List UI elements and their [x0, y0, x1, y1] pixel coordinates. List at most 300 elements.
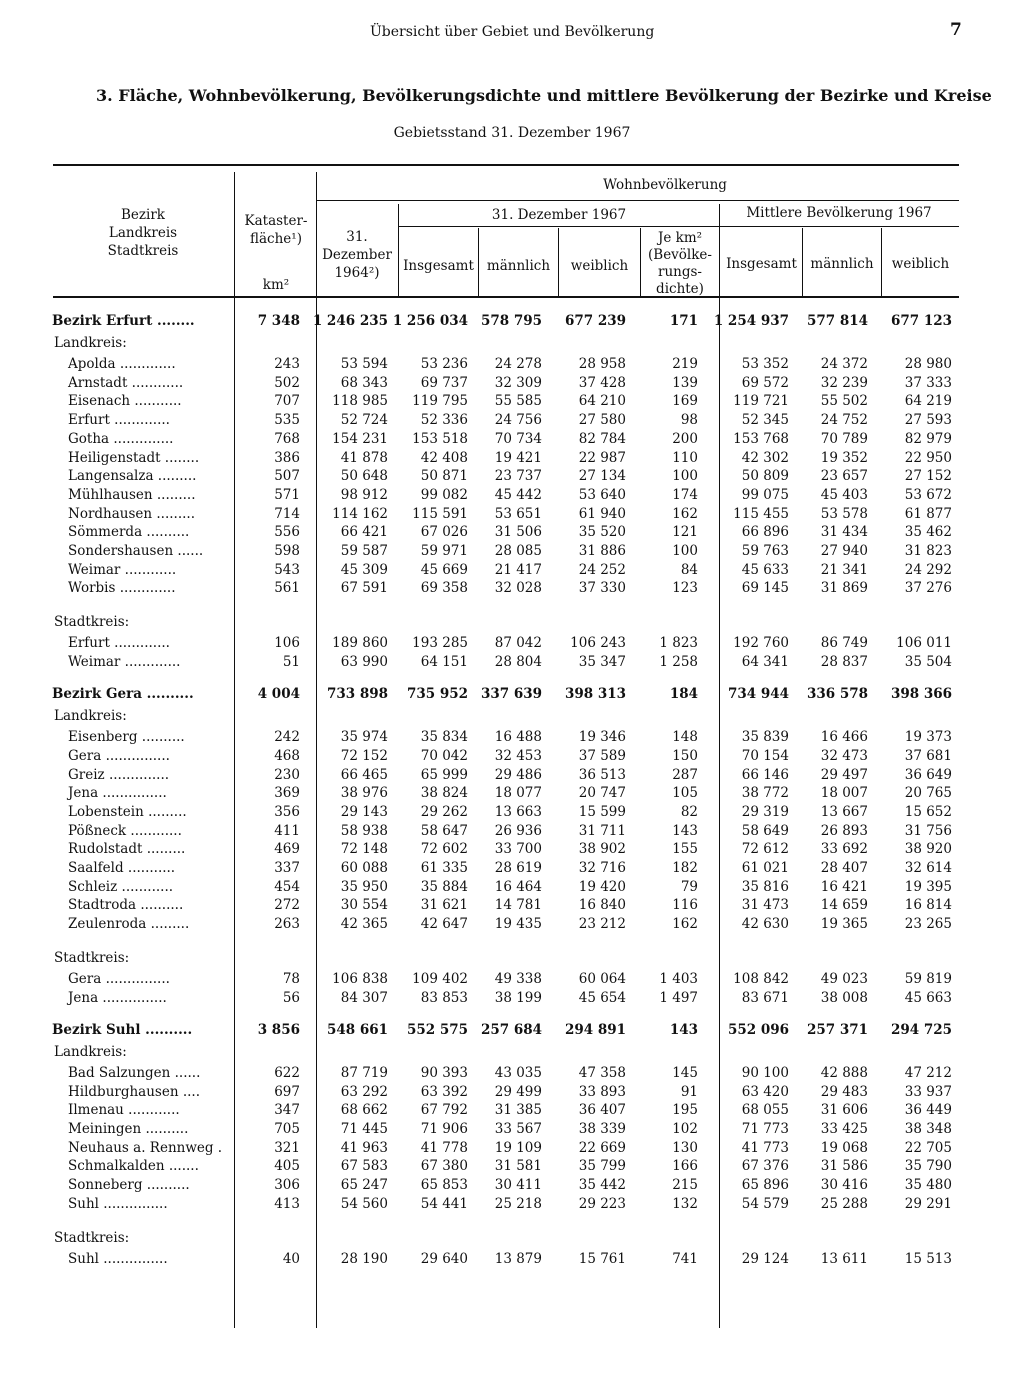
table-cell: 18 007	[820, 785, 868, 802]
header-m-weiblich: weiblich	[891, 256, 950, 272]
table-cell: 162	[672, 505, 698, 522]
table-cell: 31 621	[420, 897, 468, 914]
table-cell: 27 152	[904, 468, 952, 485]
row-label: Suhl ...............	[68, 1195, 168, 1212]
table-cell: 31 756	[904, 822, 952, 839]
table-cell: 411	[274, 822, 300, 839]
table-cell: 52 336	[420, 412, 468, 429]
table-cell: 59 819	[904, 971, 952, 988]
table-cell: 7 348	[257, 313, 300, 329]
row-label: Jena ...............	[68, 989, 167, 1006]
row-label: Langensalza .........	[68, 468, 197, 485]
row-label: Sömmerda ..........	[68, 524, 190, 541]
table-cell: 78	[282, 971, 300, 988]
table-cell: 33 692	[820, 841, 868, 858]
table-cell: 24 278	[494, 356, 542, 372]
table-cell: 31 385	[494, 1102, 542, 1119]
section-label: Landkreis:	[54, 335, 127, 351]
table-cell: 35 816	[741, 878, 789, 895]
table-cell: 49 023	[820, 971, 868, 988]
table-cell: 182	[672, 860, 698, 876]
table-cell: 257 371	[806, 1021, 868, 1038]
col-divider-3	[398, 204, 399, 296]
table-cell: 42 408	[420, 449, 468, 466]
table-cell: 66 146	[741, 766, 789, 783]
row-label: Heiligenstadt ........	[68, 449, 200, 466]
table-cell: 31 869	[820, 580, 868, 597]
section-label: Stadtkreis:	[54, 950, 130, 967]
table-cell: 548 661	[326, 1021, 388, 1038]
table-cell: 15 652	[904, 803, 952, 820]
table-cell: 28 619	[494, 860, 542, 876]
table-cell: 109 402	[412, 971, 468, 988]
table-cell: 106	[274, 635, 300, 652]
table-cell: 174	[672, 486, 698, 503]
table-cell: 578 795	[480, 313, 542, 329]
table-cell: 37 589	[578, 747, 626, 764]
table-cell: 52 724	[340, 412, 388, 429]
table-cell: 31 886	[578, 543, 626, 559]
table-cell: 63 990	[340, 654, 388, 671]
table-cell: 398 313	[564, 686, 626, 703]
table-cell: 38 976	[340, 785, 388, 802]
table-cell: 106 011	[896, 635, 952, 652]
table-cell: 67 380	[420, 1158, 468, 1175]
table-cell: 143	[669, 1021, 698, 1038]
table-cell: 31 473	[741, 897, 789, 914]
table-cell: 91	[680, 1083, 698, 1100]
row-label: Schmalkalden .......	[68, 1158, 199, 1175]
row-label: Schleiz ............	[68, 878, 174, 895]
table-cell: 598	[274, 543, 300, 559]
table-cell: 79	[680, 878, 698, 895]
table-cell: 507	[274, 468, 300, 485]
table-cell: 68 662	[340, 1102, 388, 1119]
header-insgesamt: Insgesamt	[403, 258, 474, 274]
table-cell: 24 252	[578, 561, 626, 578]
table-cell: 347	[274, 1102, 300, 1119]
table-cell: 38 824	[420, 785, 468, 802]
table-cell: 38 902	[578, 841, 626, 858]
table-cell: 118 985	[332, 393, 388, 410]
table-cell: 70 789	[820, 430, 868, 447]
table-cell: 27 940	[820, 543, 868, 559]
table-cell: 166	[672, 1158, 698, 1175]
table-cell: 3 856	[257, 1021, 300, 1038]
table-cell: 189 860	[332, 635, 388, 652]
table-cell: 28 190	[340, 1250, 388, 1267]
table-cell: 502	[274, 374, 300, 391]
table-cell: 27 580	[578, 412, 626, 429]
table-cell: 30 411	[494, 1177, 542, 1193]
table-cell: 705	[274, 1120, 300, 1137]
table-cell: 19 395	[904, 878, 952, 895]
table-cell: 386	[274, 449, 300, 466]
table-cell: 64 219	[904, 393, 952, 410]
header-mittlere: Mittlere Bevölkerung 1967	[746, 205, 932, 221]
header-m-insgesamt: Insgesamt	[726, 256, 797, 272]
row-label: Gera ...............	[68, 971, 170, 988]
table-cell: 29 497	[820, 766, 868, 783]
table-cell: 50 871	[420, 468, 468, 485]
table-cell: 84 307	[340, 989, 388, 1006]
table-cell: 25 288	[820, 1195, 868, 1212]
table-cell: 469	[274, 841, 300, 858]
table-cell: 42 630	[741, 916, 789, 933]
table-cell: 337	[274, 860, 300, 876]
table-cell: 66 421	[340, 524, 388, 541]
table-cell: 468	[274, 747, 300, 764]
table-cell: 98 912	[340, 486, 388, 503]
table-cell: 69 358	[420, 580, 468, 597]
table-cell: 19 373	[904, 729, 952, 746]
table-cell: 35 480	[904, 1177, 952, 1193]
table-cell: 64 341	[741, 654, 789, 671]
table-cell: 734 944	[727, 686, 789, 703]
row-label: Eisenberg ..........	[68, 729, 185, 746]
table-cell: 35 884	[420, 878, 468, 895]
header-area-unit: km²	[262, 277, 290, 293]
header-wohnbevoelkerung: Wohnbevölkerung	[603, 177, 727, 193]
table-cell: 61 940	[578, 505, 626, 522]
table-cell: 82	[680, 803, 698, 820]
table-cell: 33 893	[578, 1083, 626, 1100]
table-cell: 556	[274, 524, 300, 541]
table-cell: 70 154	[741, 747, 789, 764]
table-cell: 22 950	[904, 449, 952, 466]
table-cell: 35 347	[578, 654, 626, 671]
table-cell: 26 893	[820, 822, 868, 839]
table-cell: 21 417	[494, 561, 542, 578]
table-cell: 14 781	[494, 897, 542, 914]
table-cell: 272	[274, 897, 300, 914]
table-cell: 31 434	[820, 524, 868, 541]
table-cell: 31 711	[578, 822, 626, 839]
table-cell: 16 814	[904, 897, 952, 914]
table-cell: 369	[274, 785, 300, 802]
table-cell: 243	[274, 356, 300, 372]
table-cell: 35 790	[904, 1158, 952, 1175]
running-head: Übersicht über Gebiet und Bevölkerung	[370, 24, 655, 40]
table-cell: 16 488	[494, 729, 542, 746]
table-cell: 63 392	[420, 1083, 468, 1100]
table-cell: 145	[672, 1064, 698, 1081]
table-cell: 72 612	[741, 841, 789, 858]
table-cell: 19 435	[494, 916, 542, 933]
table-cell: 38 772	[741, 785, 789, 802]
table-cell: 13 879	[494, 1250, 542, 1267]
table-cell: 102	[672, 1120, 698, 1137]
table-cell: 336 578	[806, 686, 868, 703]
row-label: Bad Salzungen ......	[68, 1064, 201, 1081]
table-cell: 47 358	[578, 1064, 626, 1081]
table-cell: 192 760	[733, 635, 789, 652]
table-cell: 51	[282, 654, 300, 671]
row-label: Sondershausen ......	[68, 543, 204, 559]
table-cell: 70 042	[420, 747, 468, 764]
table-cell: 119 795	[412, 393, 468, 410]
table-cell: 38 008	[820, 989, 868, 1006]
table-cell: 23 737	[494, 468, 542, 485]
table-cell: 66 465	[340, 766, 388, 783]
table-cell: 58 649	[741, 822, 789, 839]
table-cell: 26 936	[494, 822, 542, 839]
table-cell: 45 669	[420, 561, 468, 578]
table-cell: 72 602	[420, 841, 468, 858]
table-cell: 257 684	[480, 1021, 542, 1038]
table-cell: 82 784	[578, 430, 626, 447]
table-cell: 20 765	[904, 785, 952, 802]
table-cell: 162	[672, 916, 698, 933]
table-cell: 106 243	[570, 635, 626, 652]
table-cell: 32 028	[494, 580, 542, 597]
row-label: Erfurt .............	[68, 412, 170, 429]
table-cell: 154 231	[332, 430, 388, 447]
table-cell: 115 591	[412, 505, 468, 522]
table-cell: 68 343	[340, 374, 388, 391]
table-cell: 552 096	[727, 1021, 789, 1038]
table-cell: 29 143	[340, 803, 388, 820]
row-label: Arnstadt ............	[68, 374, 184, 391]
table-cell: 242	[274, 729, 300, 746]
table-cell: 69 737	[420, 374, 468, 391]
table-cell: 622	[274, 1064, 300, 1081]
table-cell: 215	[672, 1177, 698, 1193]
table-cell: 29 319	[741, 803, 789, 820]
table-cell: 306	[274, 1177, 300, 1193]
table-cell: 45 403	[820, 486, 868, 503]
table-cell: 65 896	[741, 1177, 789, 1193]
table-cell: 69 572	[741, 374, 789, 391]
table-cell: 61 021	[741, 860, 789, 876]
table-cell: 29 499	[494, 1083, 542, 1100]
table-cell: 184	[669, 686, 698, 703]
table-cell: 1 497	[659, 989, 698, 1006]
table-cell: 71 773	[741, 1120, 789, 1137]
table-cell: 29 483	[820, 1083, 868, 1100]
table-cell: 677 239	[564, 313, 626, 329]
table-cell: 30 416	[820, 1177, 868, 1193]
table-cell: 121	[672, 524, 698, 541]
table-cell: 32 453	[494, 747, 542, 764]
table-cell: 90 100	[741, 1064, 789, 1081]
table-cell: 67 583	[340, 1158, 388, 1175]
table-cell: 193 285	[412, 635, 468, 652]
table-cell: 108 842	[733, 971, 789, 988]
table-cell: 33 700	[494, 841, 542, 858]
table-cell: 28 958	[578, 356, 626, 372]
header-1967: 31. Dezember 1967	[491, 207, 627, 223]
table-cell: 171	[669, 313, 698, 329]
table-cell: 50 809	[741, 468, 789, 485]
table-cell: 115 455	[733, 505, 789, 522]
table-cell: 535	[274, 412, 300, 429]
table-cell: 71 445	[340, 1120, 388, 1137]
table-cell: 63 420	[741, 1083, 789, 1100]
subgroup-rule	[398, 226, 959, 227]
row-label: Stadtroda ..........	[68, 897, 184, 914]
table-cell: 13 667	[820, 803, 868, 820]
row-label: Gera ...............	[68, 747, 170, 764]
table-cell: 33 937	[904, 1083, 952, 1100]
table-cell: 714	[274, 505, 300, 522]
table-cell: 35 504	[904, 654, 952, 671]
table-cell: 294 725	[890, 1021, 952, 1038]
table-cell: 41 963	[340, 1139, 388, 1156]
table-cell: 83 671	[741, 989, 789, 1006]
table-cell: 35 442	[578, 1177, 626, 1193]
table-cell: 22 705	[904, 1139, 952, 1156]
table-cell: 83 853	[420, 989, 468, 1006]
table-cell: 287	[672, 766, 698, 783]
table-title: 3. Fläche, Wohnbevölkerung, Bevölkerungsdichte und mittlere Bevölkerung der Bezirke und Kreise	[96, 86, 992, 105]
table-cell: 42 888	[820, 1064, 868, 1081]
table-cell: 20 747	[578, 785, 626, 802]
row-label: Jena ...............	[68, 785, 167, 802]
table-cell: 155	[672, 841, 698, 858]
table-cell: 37 276	[904, 580, 952, 597]
table-cell: 19 421	[494, 449, 542, 466]
row-label: Bezirk Suhl ..........	[52, 1021, 193, 1038]
table-cell: 27 134	[578, 468, 626, 485]
table-cell: 72 148	[340, 841, 388, 858]
table-cell: 64 151	[420, 654, 468, 671]
table-cell: 1 823	[659, 635, 698, 652]
row-label: Zeulenroda .........	[68, 916, 190, 933]
table-cell: 70 734	[494, 430, 542, 447]
table-cell: 677 123	[890, 313, 952, 329]
table-cell: 130	[672, 1139, 698, 1156]
table-cell: 61 335	[420, 860, 468, 876]
table-cell: 35 839	[741, 729, 789, 746]
table-cell: 84	[680, 561, 698, 578]
table-cell: 59 587	[340, 543, 388, 559]
table-cell: 454	[274, 878, 300, 895]
table-cell: 28 837	[820, 654, 868, 671]
table-cell: 169	[672, 393, 698, 410]
table-cell: 40	[282, 1250, 300, 1267]
row-label: Ilmenau ............	[68, 1102, 180, 1119]
table-cell: 35 520	[578, 524, 626, 541]
table-cell: 697	[274, 1083, 300, 1100]
table-cell: 735 952	[406, 686, 468, 703]
table-cell: 19 068	[820, 1139, 868, 1156]
table-cell: 19 352	[820, 449, 868, 466]
table-cell: 35 974	[340, 729, 388, 746]
row-label: Apolda .............	[68, 356, 176, 372]
table-cell: 571	[274, 486, 300, 503]
table-cell: 37 333	[904, 374, 952, 391]
table-cell: 45 633	[741, 561, 789, 578]
section-label: Stadtkreis:	[54, 1229, 130, 1246]
table-cell: 99 075	[741, 486, 789, 503]
table-cell: 200	[672, 430, 698, 447]
table-cell: 15 513	[904, 1250, 952, 1267]
table-cell: 60 088	[340, 860, 388, 876]
table-cell: 22 987	[578, 449, 626, 466]
table-cell: 23 657	[820, 468, 868, 485]
table-cell: 150	[672, 747, 698, 764]
table-cell: 25 218	[494, 1195, 542, 1212]
row-label: Saalfeld ...........	[68, 860, 176, 876]
table-cell: 148	[672, 729, 698, 746]
table-cell: 106 838	[332, 971, 388, 988]
table-cell: 87 042	[494, 635, 542, 652]
table-cell: 65 999	[420, 766, 468, 783]
table-cell: 67 376	[741, 1158, 789, 1175]
row-label: Bezirk Erfurt ........	[52, 313, 195, 329]
table-cell: 19 346	[578, 729, 626, 746]
row-label: Greiz ..............	[68, 766, 170, 783]
row-label: Weimar ............	[68, 561, 177, 578]
table-cell: 41 878	[340, 449, 388, 466]
header-maennlich: männlich	[486, 258, 551, 274]
table-cell: 38 199	[494, 989, 542, 1006]
table-cell: 32 309	[494, 374, 542, 391]
table-cell: 16 421	[820, 878, 868, 895]
table-cell: 53 578	[820, 505, 868, 522]
row-label: Meiningen ..........	[68, 1120, 189, 1137]
table-cell: 29 640	[420, 1250, 468, 1267]
wohn-rule	[316, 200, 959, 201]
table-cell: 58 938	[340, 822, 388, 839]
table-cell: 35 799	[578, 1158, 626, 1175]
table-cell: 71 906	[420, 1120, 468, 1137]
table-cell: 37 428	[578, 374, 626, 391]
table-cell: 53 640	[578, 486, 626, 503]
table-cell: 29 291	[904, 1195, 952, 1212]
table-cell: 153 518	[412, 430, 468, 447]
table-cell: 294 891	[564, 1021, 626, 1038]
table-cell: 405	[274, 1158, 300, 1175]
table-cell: 552 575	[406, 1021, 468, 1038]
table-cell: 60 064	[578, 971, 626, 988]
row-label: Eisenach ...........	[68, 393, 182, 410]
row-label: Pößneck ............	[68, 822, 182, 839]
table-cell: 22 669	[578, 1139, 626, 1156]
table-cell: 32 239	[820, 374, 868, 391]
table-cell: 59 971	[420, 543, 468, 559]
section-label: Landkreis:	[54, 708, 127, 725]
table-cell: 16 840	[578, 897, 626, 914]
table-cell: 54 560	[340, 1195, 388, 1212]
table-cell: 59 763	[741, 543, 789, 559]
table-cell: 707	[274, 393, 300, 410]
table-cell: 1 403	[659, 971, 698, 988]
row-label: Weimar .............	[68, 654, 181, 671]
table-cell: 24 372	[820, 356, 868, 372]
table-cell: 1 254 937	[713, 313, 789, 329]
table-cell: 19 420	[578, 878, 626, 895]
table-cell: 43 035	[494, 1064, 542, 1081]
header-density: Je km² (Bevölke- rungs- dichte)	[648, 230, 712, 297]
table-cell: 37 681	[904, 747, 952, 764]
table-cell: 356	[274, 803, 300, 820]
table-cell: 31 823	[904, 543, 952, 559]
table-cell: 33 567	[494, 1120, 542, 1137]
table-cell: 98	[680, 412, 698, 429]
row-label: Suhl ...............	[68, 1250, 168, 1267]
table-cell: 23 265	[904, 916, 952, 933]
table-cell: 67 591	[340, 580, 388, 597]
table-cell: 38 920	[904, 841, 952, 858]
table-cell: 13 663	[494, 803, 542, 820]
table-cell: 35 834	[420, 729, 468, 746]
table-cell: 86 749	[820, 635, 868, 652]
header-unit: Bezirk Landkreis Stadtkreis	[107, 207, 179, 259]
table-cell: 24 752	[820, 412, 868, 429]
page-number: 7	[950, 20, 962, 40]
